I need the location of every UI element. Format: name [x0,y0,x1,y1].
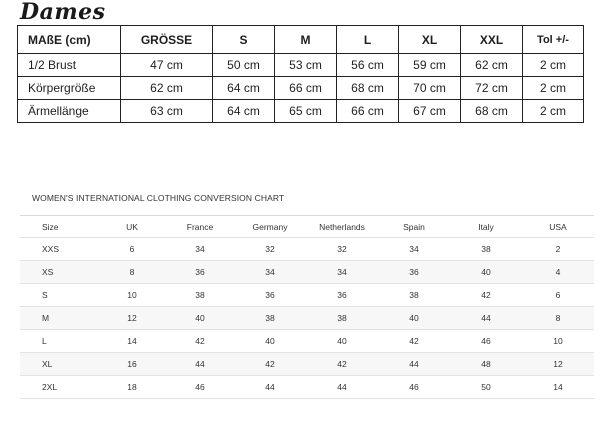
table-cell: 66 cm [275,77,337,100]
table-cell: 44 [378,353,450,376]
table-cell: S [20,284,98,307]
header-cell: UK [98,216,166,238]
table-cell: 6 [98,238,166,261]
table-cell: 4 [522,261,594,284]
table-cell: 36 [166,261,234,284]
table-cell: 68 cm [337,77,399,100]
table-cell: 32 [234,238,306,261]
size-table-header-row [18,26,584,54]
table-cell: 34 [378,238,450,261]
table-cell: 53 cm [275,54,337,77]
header-cell: L [337,26,399,54]
conversion-chart-title: WOMEN'S INTERNATIONAL CLOTHING CONVERSION CHART [32,193,285,203]
header-cell: M [275,26,337,54]
table-cell: 47 cm [121,54,213,77]
table-cell: 14 [98,330,166,353]
table-cell: 66 cm [337,100,399,123]
table-cell: 34 [306,261,378,284]
table-cell: 46 [166,376,234,399]
table-row [20,353,594,376]
table-cell: 12 [522,353,594,376]
table-cell: 16 [98,353,166,376]
conversion-chart [20,183,594,398]
table-cell: 70 cm [399,77,461,100]
header-cell: XXL [461,26,523,54]
table-cell: 32 [306,238,378,261]
table-cell: 50 [450,376,522,399]
page-title: Dames [20,0,106,25]
table-cell: 50 cm [213,54,275,77]
table-row [18,54,584,77]
table-row [18,100,584,123]
table-cell: 38 [450,238,522,261]
header-cell: Tol +/- [523,26,584,54]
table-cell: 59 cm [399,54,461,77]
table-row [20,376,594,399]
conversion-table [20,216,594,399]
table-cell: 34 [234,261,306,284]
table-cell: 40 [378,307,450,330]
table-cell: 46 [378,376,450,399]
header-cell: Netherlands [306,216,378,238]
table-cell: 64 cm [213,100,275,123]
header-cell: S [213,26,275,54]
table-cell: 42 [450,284,522,307]
table-cell: 12 [98,307,166,330]
table-cell: 2 [522,238,594,261]
table-cell: 14 [522,376,594,399]
table-cell: 38 [234,307,306,330]
table-cell: 38 [306,307,378,330]
table-cell: 44 [306,376,378,399]
table-row [20,238,594,261]
table-cell: 1/2 Brust [18,54,121,77]
table-cell: 40 [166,307,234,330]
table-cell: 36 [306,284,378,307]
table-cell: 42 [166,330,234,353]
table-cell: Ärmellänge [18,100,121,123]
table-cell: 56 cm [337,54,399,77]
header-cell: GRÖSSE [121,26,213,54]
table-cell: 18 [98,376,166,399]
table-cell: 44 [234,376,306,399]
table-cell: 2 cm [523,54,584,77]
table-cell: 40 [450,261,522,284]
table-cell: 72 cm [461,77,523,100]
header-cell: MAßE (cm) [18,26,121,54]
table-cell: 2 cm [523,77,584,100]
table-cell: 62 cm [121,77,213,100]
table-cell: 10 [522,330,594,353]
table-row [18,77,584,100]
header-cell: France [166,216,234,238]
size-table [17,25,584,123]
table-cell: 65 cm [275,100,337,123]
table-cell: Körpergröße [18,77,121,100]
header-cell: XL [399,26,461,54]
table-cell: 36 [378,261,450,284]
table-cell: 38 [166,284,234,307]
table-cell: M [20,307,98,330]
table-row [20,307,594,330]
table-cell: 8 [522,307,594,330]
table-row [20,284,594,307]
table-cell: 48 [450,353,522,376]
table-cell: 64 cm [213,77,275,100]
table-cell: 42 [234,353,306,376]
table-cell: 6 [522,284,594,307]
table-cell: XL [20,353,98,376]
table-cell: 42 [306,353,378,376]
table-cell: XXS [20,238,98,261]
table-cell: 34 [166,238,234,261]
table-cell: 40 [306,330,378,353]
header-cell: Germany [234,216,306,238]
table-cell: 46 [450,330,522,353]
table-cell: 36 [234,284,306,307]
header-cell: Spain [378,216,450,238]
header-cell: USA [522,216,594,238]
table-cell: 44 [450,307,522,330]
header-cell: Italy [450,216,522,238]
table-cell: L [20,330,98,353]
table-cell: 62 cm [461,54,523,77]
table-cell: 63 cm [121,100,213,123]
table-cell: 40 [234,330,306,353]
header-cell: Size [20,216,98,238]
table-cell: 44 [166,353,234,376]
table-cell: 10 [98,284,166,307]
table-cell: 8 [98,261,166,284]
conversion-header-row [20,216,594,238]
table-cell: XS [20,261,98,284]
table-row [20,330,594,353]
table-row [20,261,594,284]
table-cell: 38 [378,284,450,307]
table-cell: 2 cm [523,100,584,123]
table-cell: 67 cm [399,100,461,123]
table-cell: 42 [378,330,450,353]
table-cell: 68 cm [461,100,523,123]
table-cell: 2XL [20,376,98,399]
